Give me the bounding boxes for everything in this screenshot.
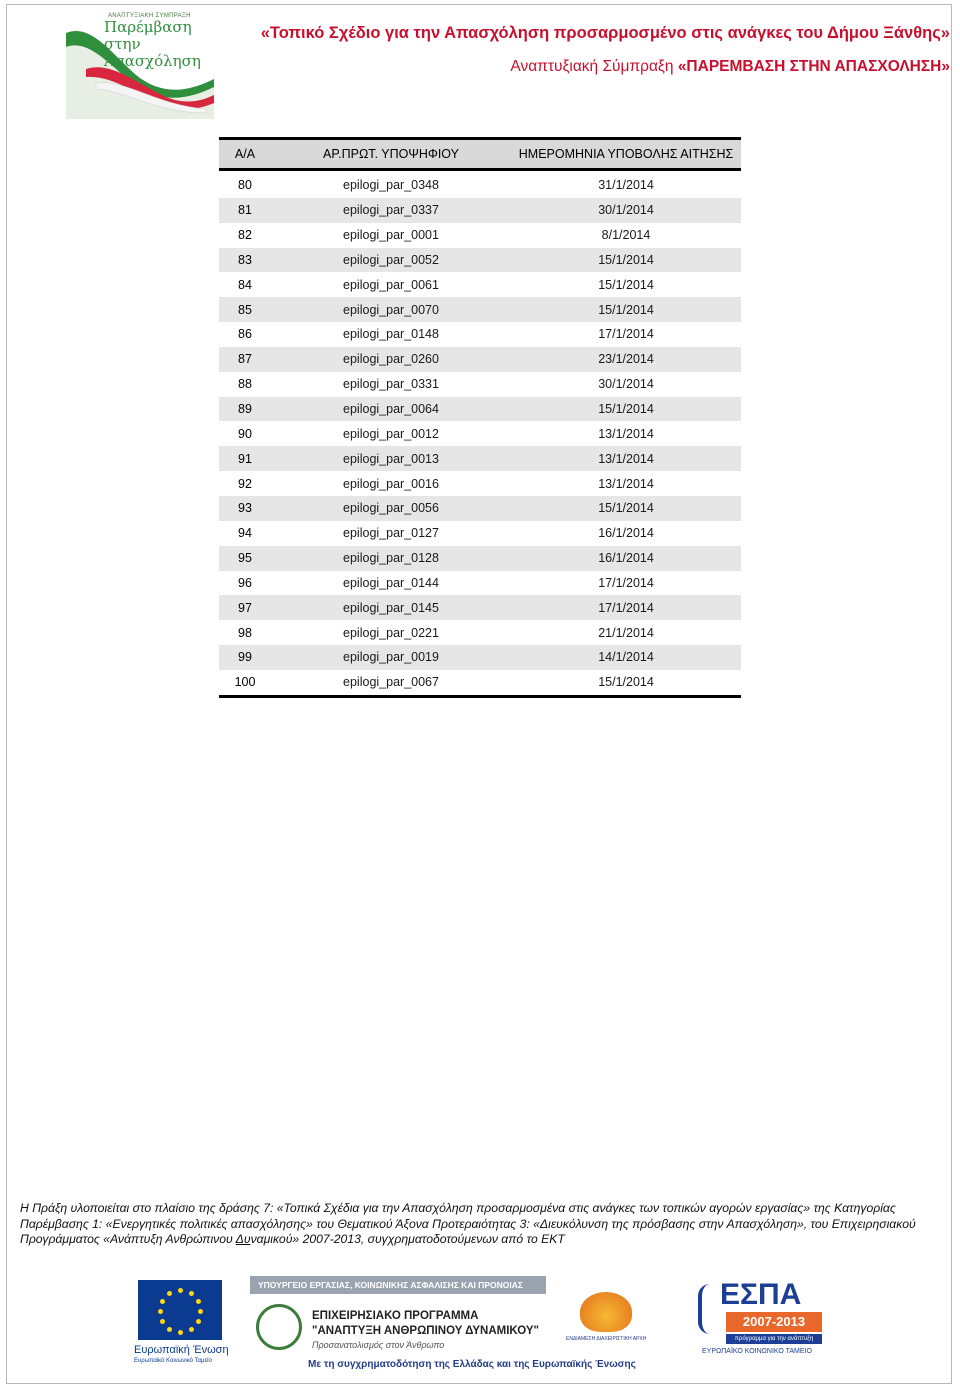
ministry-label: ΥΠΟΥΡΓΕΙΟ ΕΡΓΑΣΙΑΣ, ΚΟΙΝΩΝΙΚΗΣ ΑΣΦΑΛΙΣΗΣ ΚΑΙ ΠΡΟΝΟΙΑΣ <box>258 1280 523 1290</box>
logo-small-caption: ΑΝΑΠΤΥΞΙΑΚΗ ΣΥΜΠΡΑΞΗ <box>108 13 191 19</box>
authority-caption: ΕΝΔΙΑΜΕΣΗ ΔΙΑΧΕΙΡΙΣΤΙΚΗ ΑΡΧΗ <box>566 1336 647 1342</box>
cell-serial: 86 <box>238 327 252 342</box>
cell-protocol: epilogi_par_0070 <box>343 302 439 317</box>
table-body <box>219 173 741 698</box>
table-row <box>219 620 741 645</box>
cell-serial: 96 <box>238 575 252 590</box>
table-row <box>219 223 741 248</box>
cell-serial: 91 <box>238 451 252 466</box>
sun-icon <box>580 1292 632 1332</box>
table-row <box>219 198 741 223</box>
applicants-table <box>219 137 741 698</box>
cell-serial: 100 <box>234 675 256 690</box>
cell-date: 13/1/2014 <box>598 476 654 491</box>
cofunding-text: Με τη συγχρηματοδότηση της Ελλάδας και της Ευρωπαϊκής Ένωσης <box>308 1359 636 1370</box>
table-row <box>219 496 741 521</box>
cell-protocol: epilogi_par_0331 <box>343 377 439 392</box>
partnership-logo <box>66 13 214 119</box>
cell-protocol: epilogi_par_0127 <box>343 526 439 541</box>
cell-protocol: epilogi_par_0012 <box>343 426 439 441</box>
espa-years: 2007-2013 <box>726 1312 822 1332</box>
cell-serial: 95 <box>238 551 252 566</box>
cell-protocol: epilogi_par_0016 <box>343 476 439 491</box>
cell-date: 23/1/2014 <box>598 352 654 367</box>
cell-serial: 88 <box>238 377 252 392</box>
espa-word: ΕΣΠΑ <box>720 1278 802 1311</box>
cell-protocol: epilogi_par_0013 <box>343 451 439 466</box>
table-row <box>219 297 741 322</box>
program-line-1: ΕΠΙΧΕΙΡΗΣΙΑΚΟ ΠΡΟΓΡΑΜΜΑ <box>312 1310 479 1322</box>
table-row <box>219 397 741 422</box>
cell-protocol: epilogi_par_0337 <box>343 203 439 218</box>
eu-flag-icon <box>138 1280 222 1340</box>
wave-icon <box>698 1284 722 1334</box>
eu-caption: Ευρωπαϊκή Ένωση <box>134 1344 229 1356</box>
header-serial: Α/Α <box>234 147 256 161</box>
cell-serial: 98 <box>238 625 252 640</box>
cell-date: 14/1/2014 <box>598 650 654 665</box>
cell-date: 13/1/2014 <box>598 451 654 466</box>
table-row <box>219 670 741 695</box>
cell-date: 30/1/2014 <box>598 377 654 392</box>
cell-serial: 99 <box>238 650 252 665</box>
table-row <box>219 446 741 471</box>
cell-date: 8/1/2014 <box>601 228 651 243</box>
cell-protocol: epilogi_par_0145 <box>343 600 439 615</box>
cell-date: 31/1/2014 <box>598 178 654 193</box>
header-submission-date: ΗΜΕΡΟΜΗΝΙΑ ΥΠΟΒΟΛΗΣ ΑΙΤΗΣΗΣ <box>518 147 734 161</box>
cell-date: 15/1/2014 <box>598 277 654 292</box>
header-protocol-number: ΑΡ.ΠΡΩΤ. ΥΠΟΨΗΦΙΟΥ <box>323 147 459 161</box>
note-part-2: ναμικού» 2007-2013, συγχρηματοδοτούμενων από το ΕΚΤ <box>250 1232 565 1246</box>
cell-serial: 87 <box>238 352 252 367</box>
cell-serial: 85 <box>238 302 252 317</box>
eu-subcaption: Ευρωπαϊκό Κοινωνικό Ταμείο <box>134 1358 212 1364</box>
cell-serial: 83 <box>238 252 252 267</box>
cell-protocol: epilogi_par_0056 <box>343 501 439 516</box>
logo-line-1: Παρέμβαση στην <box>104 18 192 53</box>
cell-protocol: epilogi_par_0061 <box>343 277 439 292</box>
cell-date: 16/1/2014 <box>598 551 654 566</box>
note-underlined: Δυ <box>235 1232 251 1246</box>
cell-serial: 97 <box>238 600 252 615</box>
cell-date: 17/1/2014 <box>598 327 654 342</box>
funding-note <box>20 1201 944 1248</box>
cell-serial: 92 <box>238 476 252 491</box>
cell-date: 17/1/2014 <box>598 600 654 615</box>
table-header <box>219 137 741 171</box>
cell-serial: 89 <box>238 402 252 417</box>
table-row <box>219 571 741 596</box>
table-row <box>219 272 741 297</box>
cell-protocol: epilogi_par_0260 <box>343 352 439 367</box>
subtitle-bold: «ΠΑΡΕΜΒΑΣΗ ΣΤΗΝ ΑΠΑΣΧΟΛΗΣΗ» <box>677 58 950 75</box>
cell-serial: 82 <box>238 228 252 243</box>
program-line-2: "ΑΝΑΠΤΥΞΗ ΑΝΘΡΩΠΙΝΟΥ ΔΥΝΑΜΙΚΟΥ" <box>312 1325 539 1337</box>
page-title: «Τοπικό Σχέδιο για την Απασχόληση προσαρμοσμένο στις ανάγκες του Δήμου Ξάνθης» <box>260 24 950 42</box>
cell-serial: 81 <box>238 203 252 218</box>
authority-logo <box>566 1292 647 1352</box>
cell-serial: 84 <box>238 277 252 292</box>
cell-serial: 90 <box>238 426 252 441</box>
espa-logo <box>698 1276 828 1372</box>
cell-date: 15/1/2014 <box>598 402 654 417</box>
cell-protocol: epilogi_par_0221 <box>343 625 439 640</box>
ministry-band <box>250 1276 546 1294</box>
table-row <box>219 546 741 571</box>
sponsor-logos <box>130 1272 830 1377</box>
cell-protocol: epilogi_par_0348 <box>343 178 439 193</box>
table-row <box>219 372 741 397</box>
cell-serial: 93 <box>238 501 252 516</box>
cell-protocol: epilogi_par_0052 <box>343 252 439 267</box>
cell-protocol: epilogi_par_0128 <box>343 551 439 566</box>
espa-tagline: πρόγραμμα για την ανάπτυξη <box>726 1334 822 1344</box>
table-row <box>219 347 741 372</box>
cell-date: 15/1/2014 <box>598 501 654 516</box>
table-row <box>219 421 741 446</box>
cell-protocol: epilogi_par_0144 <box>343 575 439 590</box>
cell-protocol: epilogi_par_0001 <box>343 228 439 243</box>
cell-date: 15/1/2014 <box>598 302 654 317</box>
logo-text <box>104 13 214 70</box>
cell-date: 16/1/2014 <box>598 526 654 541</box>
compass-icon <box>256 1304 302 1350</box>
page-subtitle <box>510 58 950 76</box>
subtitle-prefix: Αναπτυξιακή Σύμπραξη <box>510 58 678 75</box>
note-part-1: Η Πράξη υλοποιείται στο πλαίσιο της δράσης 7: «Τοπικά Σχέδια για την Απασχόληση προσαρμοσμένα στις ανάγκες των τοπικών αγορών εργασίας» της Κατηγορίας Παρέμβασης 1: «Ενεργητικές πολιτικές απασχόλησης» του Θεματικού Άξονα Προτεραιότητας 3: «Διευκόλυνση της πρόσβασης στην Απασχόληση», του Επιχειρησιακού Προγράμματος «Ανάπτυξη Ανθρώπινου <box>20 1201 916 1246</box>
cell-protocol: epilogi_par_0064 <box>343 402 439 417</box>
cell-serial: 80 <box>238 178 252 193</box>
cell-protocol: epilogi_par_0019 <box>343 650 439 665</box>
cell-date: 30/1/2014 <box>598 203 654 218</box>
espa-caption: ΕΥΡΩΠΑΪΚΟ ΚΟΙΝΩΝΙΚΟ ΤΑΜΕΙΟ <box>702 1348 812 1355</box>
table-row <box>219 645 741 670</box>
table-row <box>219 248 741 273</box>
cell-date: 17/1/2014 <box>598 575 654 590</box>
table-row <box>219 322 741 347</box>
table-row <box>219 595 741 620</box>
logo-line-2: Απασχόληση <box>104 52 201 70</box>
table-row <box>219 521 741 546</box>
table-row <box>219 471 741 496</box>
cell-date: 13/1/2014 <box>598 426 654 441</box>
cell-serial: 94 <box>238 526 252 541</box>
cell-date: 15/1/2014 <box>598 675 654 690</box>
cell-date: 15/1/2014 <box>598 252 654 267</box>
cell-protocol: epilogi_par_0148 <box>343 327 439 342</box>
cell-protocol: epilogi_par_0067 <box>343 675 439 690</box>
program-line-3: Προσανατολισμός στον Άνθρωπο <box>312 1340 445 1350</box>
cell-date: 21/1/2014 <box>598 625 654 640</box>
table-row <box>219 173 741 198</box>
